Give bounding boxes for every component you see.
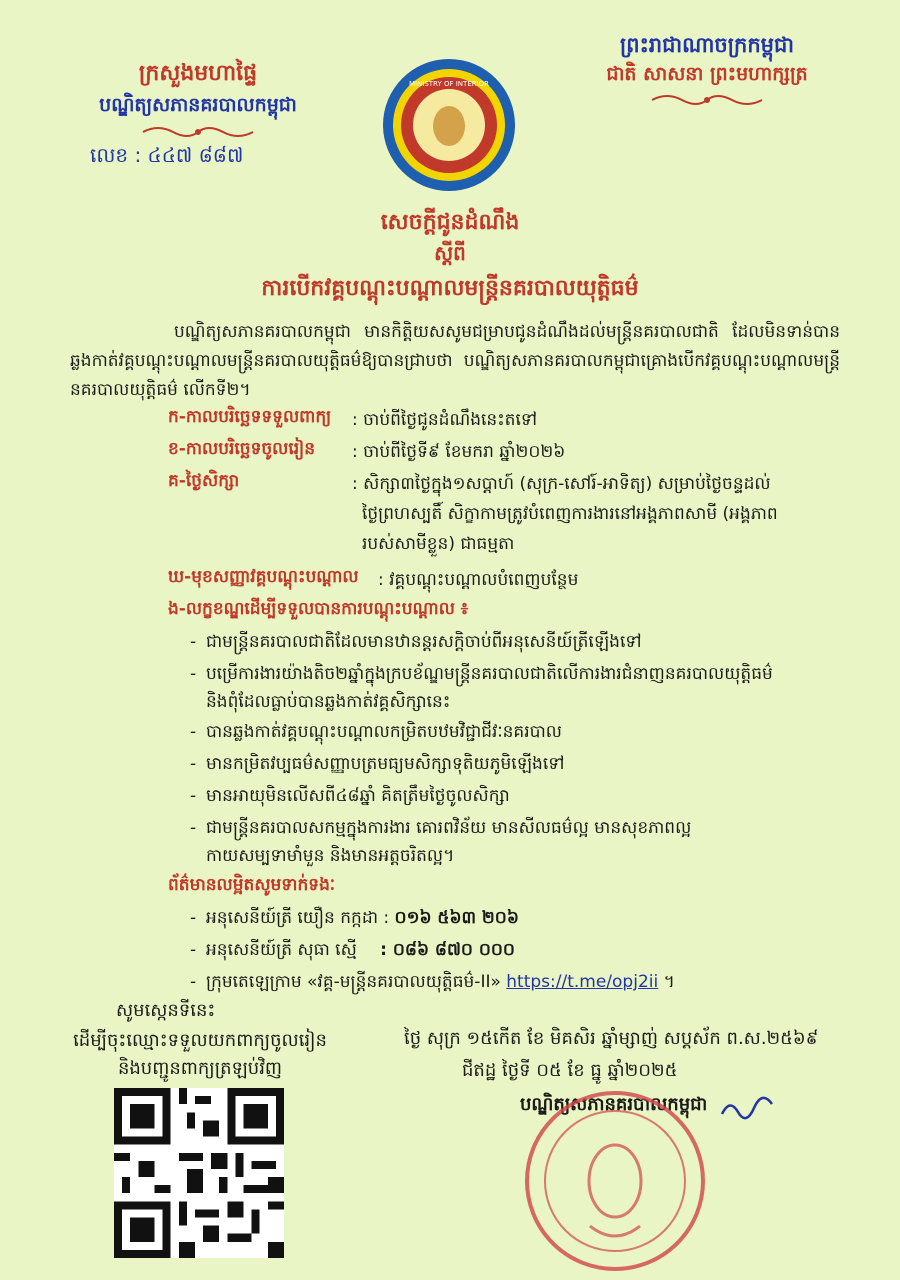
item-a-label: ក-កាលបរិច្ឆេទទទួលពាក្យ [168, 407, 332, 427]
contact-heading: ព័ត៌មានលម្អិតសូមទាក់ទងៈ [168, 875, 336, 895]
item-c-value-1: : សិក្សា៣ថ្ងៃក្នុង១សប្តាហ៍ (សុក្រ-សៅរ៍-អាទិត្យ) សម្រាប់ថ្ងៃចន្ទដល់ [352, 474, 771, 494]
condition-item-continued: កាយសម្បទាមាំមួន និងមានអត្តចរិតល្អ។ [206, 846, 455, 866]
item-d-label: ឃ-មុខសញ្ញាវគ្គបណ្តុះបណ្តាល [168, 567, 359, 587]
logo-text: MINISTRY OF INTERIOR [408, 80, 490, 88]
lunar-date: ថ្ងៃ សុក្រ ១៥កើត ខែ មិគសិរ ឆ្នាំម្សាញ់ សប្តស័ក ព.ស.២៥៦៩ [404, 1028, 819, 1049]
item-c-label: គ-ថ្ងៃសិក្សា [168, 471, 240, 491]
item-c-value-3: របស់សាមីខ្លួន) ជាធម្មតា [362, 534, 515, 554]
condition-item: - បម្រើការងារយ៉ាងតិច២ឆ្នាំក្នុងក្របខ័ណ្ឌមន្ត្រីនគរបាលជាតិលើការងារជំនាញនគរបាលយុត្តិធម៌ [190, 664, 773, 684]
condition-item: - ជាមន្ត្រីនគរបាលជាតិដែលមានឋានន្តរសក្តិចាប់ពីអនុសេនីយ៍ត្រីឡើងទៅ [190, 632, 642, 652]
contact-person-2: - អនុសេនីយ៍ត្រី សុធា ស្មើ : ០៨៦ ៨៧០ ០០០ [190, 940, 515, 960]
telegram-link[interactable]: https://t.me/opj2ii [506, 972, 659, 992]
signature-icon [720, 1096, 780, 1122]
condition-item: - ជាមន្ត្រីនគរបាលសកម្មក្នុងការងារ គោរពវិន័យ មានសីលធម៌ល្អ មានសុខភាពល្អ [190, 818, 692, 838]
contact-person-1: - អនុសេនីយ៍ត្រី យឿន កក្កដា : ០១៦ ៥៦៣ ២០៦ [190, 908, 519, 928]
qr-code[interactable] [114, 1088, 284, 1258]
academy-name: បណ្ឌិត្យសភានគរបាលកម្ពុជា [99, 94, 297, 116]
ornament-icon [647, 92, 767, 108]
ministry-name: ក្រសួងមហាផ្ទៃ [138, 61, 258, 86]
item-b-value: : ចាប់ពីថ្ងៃទី៩ ខែមករា ឆ្នាំ២០២៦ [352, 442, 566, 462]
condition-item: - មានអាយុមិនលើសពី៤៨ឆ្នាំ គិតត្រឹមថ្ងៃចូលសិក្សា [190, 786, 510, 806]
item-a-value: : ចាប់ពីថ្ងៃជូនដំណឹងនេះតទៅ [352, 410, 538, 430]
intro-paragraph: បណ្ឌិត្យសភានគរបាលកម្ពុជា មានកិត្តិយសសូមជម្រាបជូនដំណឹងដល់មន្ត្រីនគរបាលជាតិ ដែលមិនទាន់បានឆ្លងកាត់វគ្គបណ្តុះបណ្តាលមន្ត្រីនគរបាលយុត្តិធម៌ឱ្យបានជ្រាបថា បណ្ឌិត្យសភានគរបាលកម្ពុជាគ្រោងបើកវគ្គបណ្តុះបណ្តាលមន្ត្រីនគរបាលយុត្តិធម៌ លើកទី២។ [70, 322, 840, 400]
national-motto: ជាតិ សាសនា ព្រះមហាក្សត្រ [606, 63, 808, 85]
official-stamp [520, 1086, 710, 1276]
phone-1: ០១៦ ៥៦៣ ២០៦ [394, 908, 519, 928]
condition-item: - មានកម្រិតវប្បធម៌សញ្ញាបត្រមធ្យមសិក្សាទុតិយភូមិឡើងទៅ [190, 754, 565, 774]
kingdom-name: ព្រះរាជាណាចក្រកម្ពុជា [619, 33, 794, 57]
notice-subtitle: ស្តីពី [434, 241, 466, 265]
scan-instruction: សូមស្កេនទីនេះ [116, 1000, 216, 1021]
item-d-value: : វគ្គបណ្តុះបណ្តាលបំពេញបន្ថែម [378, 570, 579, 590]
ministry-seal-logo [380, 56, 518, 194]
kingdom-header [572, 30, 842, 108]
ref-label: លេខ : [90, 143, 142, 167]
solar-date: ជីឥដ្ឋ ថ្ងៃទី ០៥ ខែ ធ្នូ ឆ្នាំ២០២៥ [462, 1060, 678, 1081]
reference-number [90, 142, 243, 172]
scan-line-3: និងបញ្ជូនពាក្យត្រឡប់វិញ [117, 1058, 283, 1079]
item-b-label: ខ-កាលបរិច្ឆេទចូលរៀន [168, 439, 316, 459]
notice-subject: ការបើកវគ្គបណ្តុះបណ្តាលមន្ត្រីនគរបាលយុត្តិធម៌ [261, 276, 639, 301]
scan-line-2: ដើម្បីចុះឈ្មោះទទួលយកពាក្យចូលរៀន [73, 1030, 327, 1051]
phone-2: : ០៨៦ ៨៧០ ០០០ [380, 940, 515, 960]
ref-value: ៤៤៧ ៨៨៧ [147, 143, 244, 167]
telegram-line: - ក្រុមតេឡេក្រាម «វគ្គ-មន្ត្រីនគរបាលយុត្តិធម៌-II» https://t.me/opj2ii ។ [190, 972, 675, 992]
condition-item-continued: និងពុំដែលធ្លាប់បានឆ្លងកាត់វគ្គសិក្សានេះ [206, 692, 451, 712]
ministry-header [78, 58, 318, 140]
ornament-icon [138, 124, 258, 140]
notice-title: សេចក្តីជូនដំណឹង [380, 210, 520, 235]
signer-name: បណ្ឌិត្យសភានគរបាលកម្ពុជា [520, 1094, 708, 1115]
item-e-label: ង-លក្ខខណ្ឌដើម្បីទទួលបានការបណ្តុះបណ្តាល ៖ [168, 599, 469, 619]
condition-item: - បានឆ្លងកាត់វគ្គបណ្តុះបណ្តាលកម្រិតបឋមវិជ្ជាជីវៈនគរបាល [190, 722, 562, 742]
item-c-value-2: ថ្ងៃព្រហស្បតិ៍ សិក្ខាកាមត្រូវបំពេញការងារនៅអង្គភាពសាមី (អង្គភាព [362, 504, 778, 524]
